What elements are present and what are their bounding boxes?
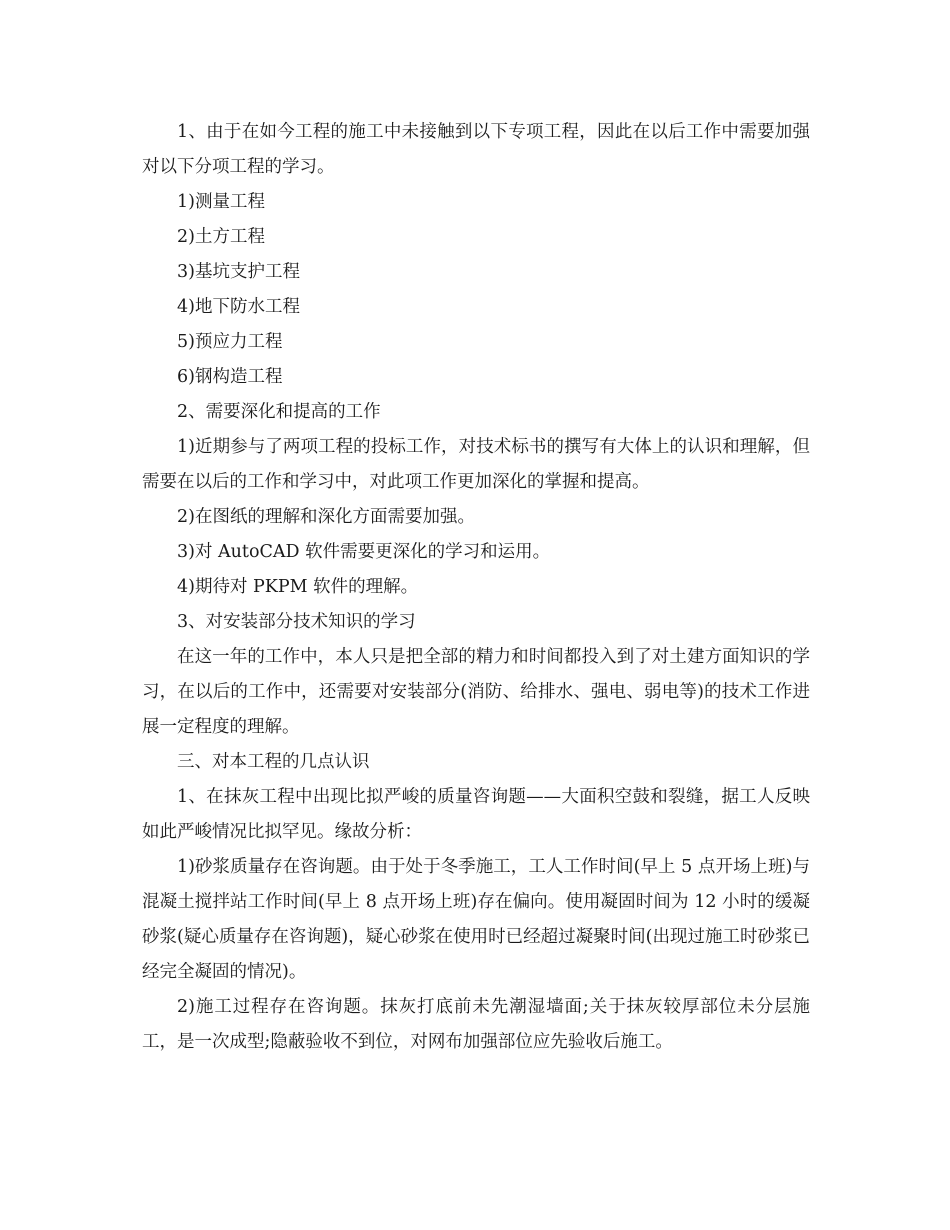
list-item: 4)地下防水工程 [177,297,300,317]
section-heading: 3、对安装部分技术知识的学习 [177,612,416,632]
list-item: 3)基坑支护工程 [177,262,300,282]
section-heading: 2、需要深化和提高的工作 [177,402,381,422]
chapter-heading: 三、对本工程的几点认识 [177,752,370,772]
list-item: 6)钢构造工程 [177,367,283,387]
paragraph: 2)在图纸的理解和深化方面需要加强。 [177,507,475,527]
paragraph: 1、在抹灰工程中出现比拟严峻的质量咨询题——大面积空鼓和裂缝，据工人反映如此严峻情况比拟罕见。缘故分析： [142,787,810,842]
paragraph: 4)期待对 PKPM 软件的理解。 [177,577,419,597]
paragraph: 3)对 AutoCAD 软件需要更深化的学习和运用。 [177,542,551,562]
document-page [142,115,810,1060]
paragraph: 1)近期参与了两项工程的投标工作，对技术标书的撰写有大体上的认识和理解，但需要在以后的工作和学习中，对此项工作更加深化的掌握和提高。 [142,437,810,492]
list-item: 2)土方工程 [177,227,265,247]
paragraph-intro: 1、由于在如今工程的施工中未接触到以下专项工程，因此在以后工作中需要加强对以下分项工程的学习。 [142,122,810,177]
list-item: 1)测量工程 [177,192,265,212]
list-item: 5)预应力工程 [177,332,283,352]
paragraph: 1)砂浆质量存在咨询题。由于处于冬季施工，工人工作时间(早上 5 点开场上班)与混凝土搅拌站工作时间(早上 8 点开场上班)存在偏向。使用凝固时间为 12 小时的缓凝砂浆(疑心质量存在咨询题)，疑心砂浆在使用时已经超过凝聚时间(出现过施工时砂浆已经完全凝固的情况)。 [142,857,810,982]
paragraph: 在这一年的工作中，本人只是把全部的精力和时间都投入到了对土建方面知识的学习，在以后的工作中，还需要对安装部分(消防、给排水、强电、弱电等)的技术工作进展一定程度的理解。 [142,647,810,737]
paragraph: 2)施工过程存在咨询题。抹灰打底前未先潮湿墙面;关于抹灰较厚部位未分层施工，是一次成型;隐蔽验收不到位，对网布加强部位应先验收后施工。 [142,997,810,1052]
